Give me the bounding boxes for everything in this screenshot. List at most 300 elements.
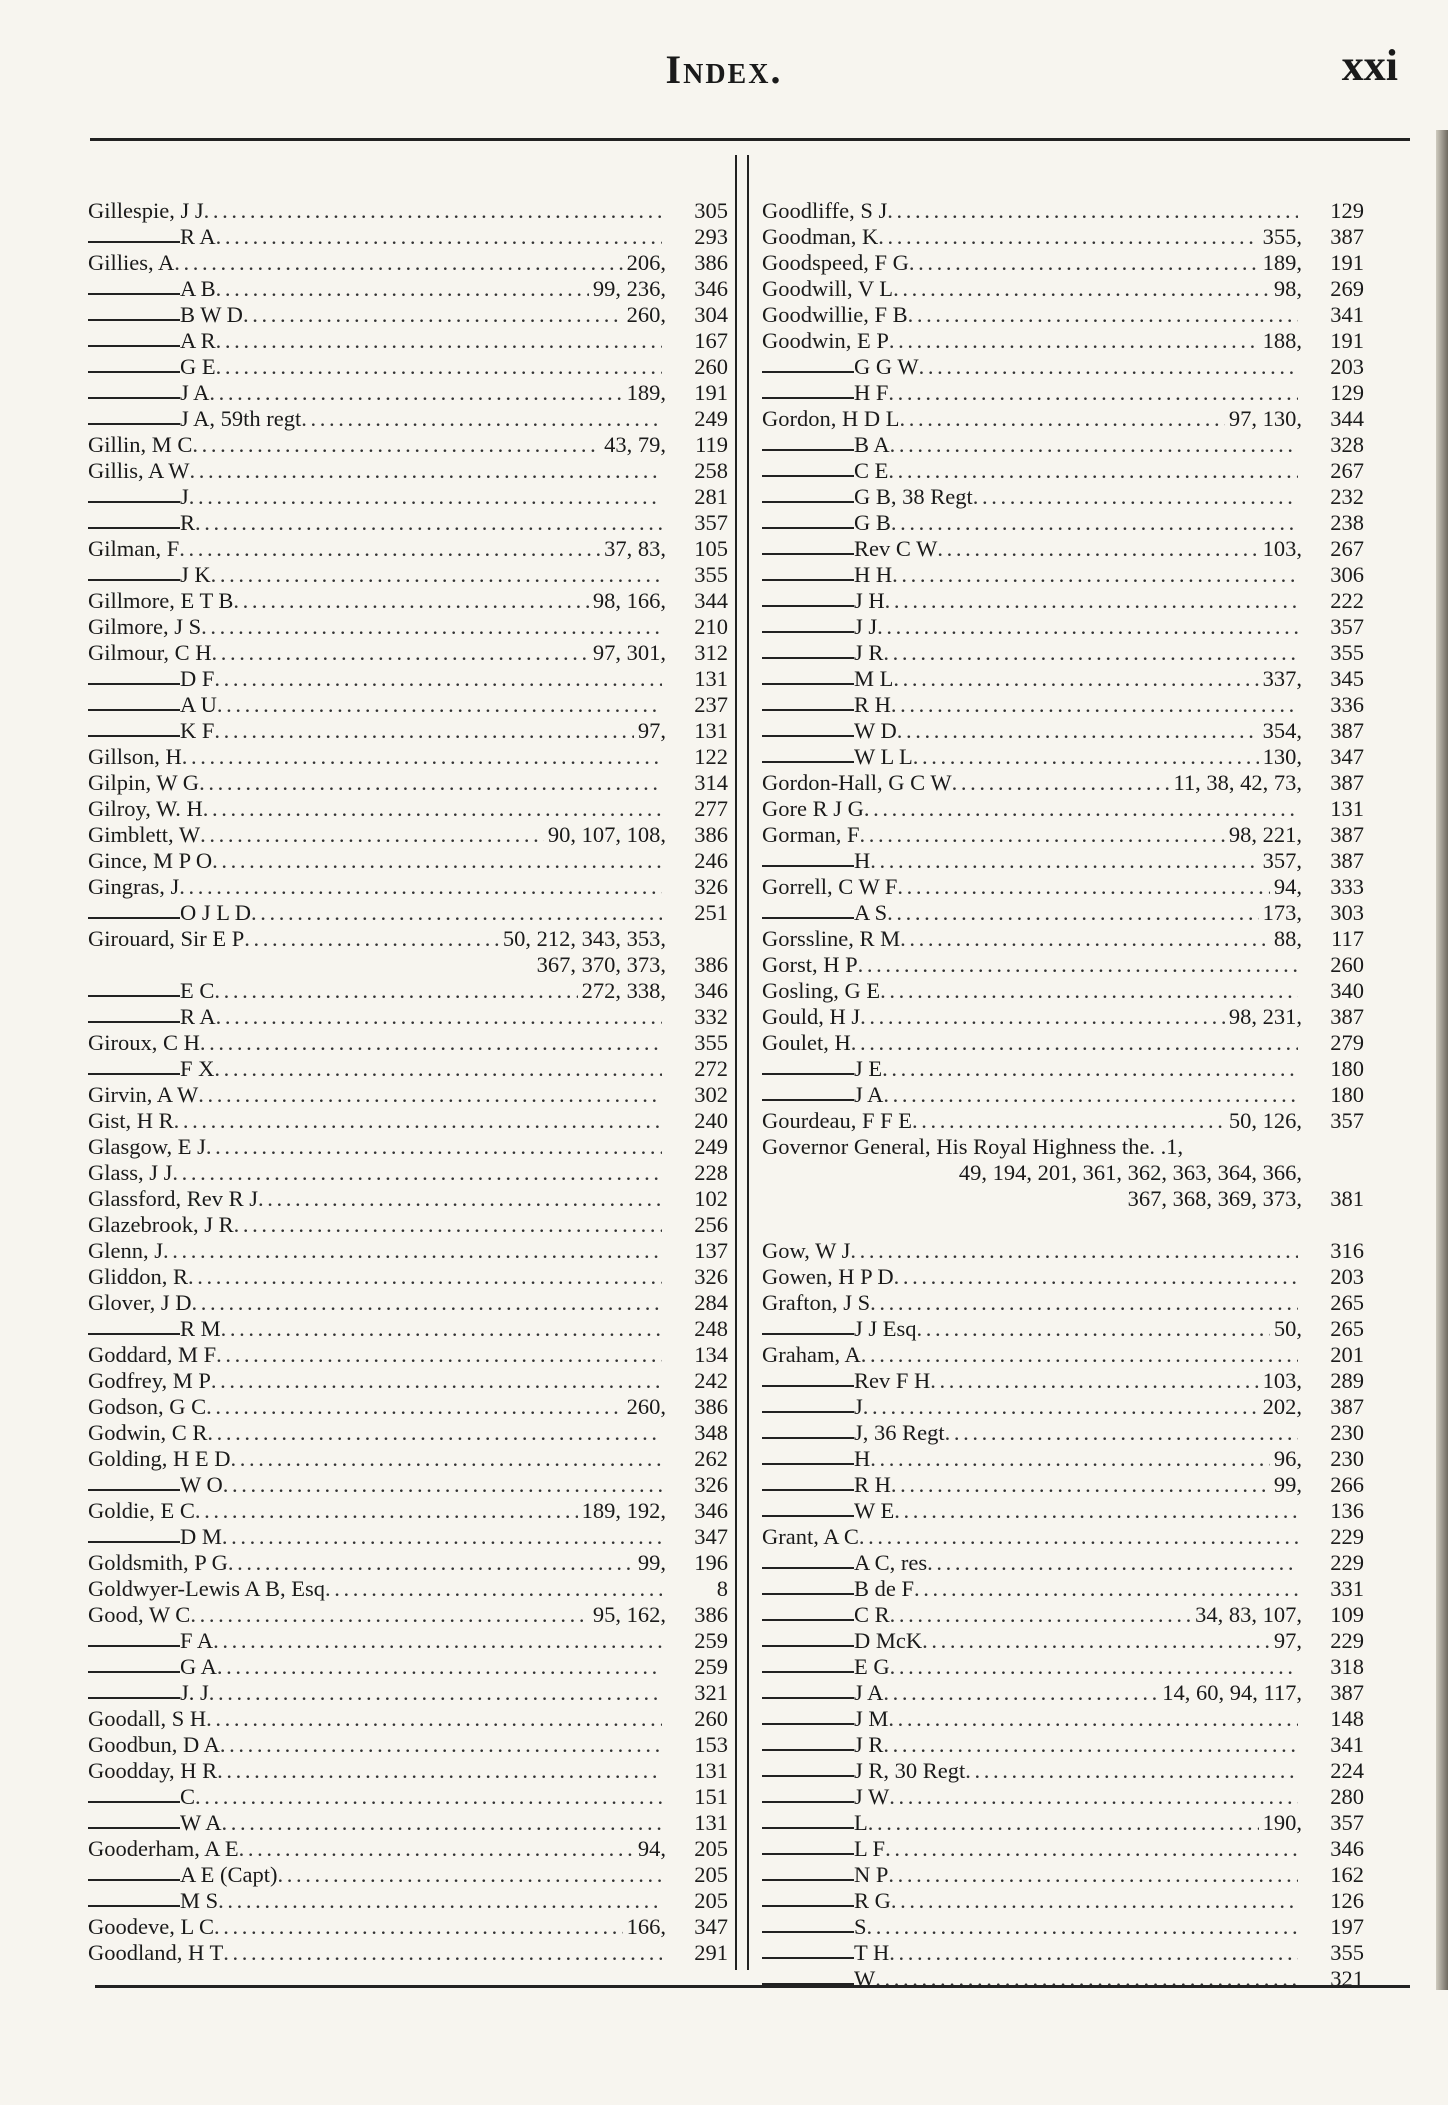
entry-name: Gow, W J xyxy=(762,1238,851,1263)
entry-name: Governor General, His Royal Highness the. .1, xyxy=(762,1134,1184,1159)
ditto-rule xyxy=(762,553,854,555)
entry-name: J xyxy=(180,484,189,509)
index-entry xyxy=(762,1394,1364,1420)
dot-leader xyxy=(889,1784,1298,1810)
page-number-ref: 387 xyxy=(1330,718,1364,743)
page-number-ref: 117 xyxy=(1331,926,1364,951)
dot-leader xyxy=(888,458,1298,484)
dot-leader xyxy=(888,380,1298,406)
page-number-ref: 205 xyxy=(694,1836,728,1861)
entry-name: Gore R J G xyxy=(762,796,864,821)
ditto-rule xyxy=(762,1489,854,1491)
page-number-ref: 357 xyxy=(1330,614,1364,639)
index-entry xyxy=(762,198,1364,224)
ditto-rule xyxy=(762,1801,854,1803)
index-entry xyxy=(88,1810,728,1836)
page-number-ref: 293 xyxy=(694,224,728,249)
page-number-ref: 272 xyxy=(694,1056,728,1081)
dot-leader xyxy=(222,1524,662,1550)
page-number-ref: 314 xyxy=(694,770,728,795)
entry-name: Golding, H E D xyxy=(88,1446,231,1471)
page-number-ref: 355 xyxy=(1330,640,1364,665)
page-number-ref: 246 xyxy=(694,848,728,873)
ditto-rule xyxy=(762,1827,854,1829)
entry-name: E G xyxy=(854,1654,890,1679)
page-number-ref: 249 xyxy=(694,1134,728,1159)
dot-leader xyxy=(890,1602,1191,1628)
index-entry xyxy=(762,406,1364,432)
index-entry xyxy=(88,640,728,666)
entry-name: D F xyxy=(180,666,215,691)
ditto-rule xyxy=(762,527,854,529)
ditto-rule xyxy=(88,683,180,685)
index-entry xyxy=(88,692,728,718)
page-number-ref: 180 xyxy=(1330,1082,1364,1107)
page-number-ref: 304 xyxy=(694,302,728,327)
dot-leader xyxy=(858,952,1298,978)
page-number-ref: 222 xyxy=(1330,588,1364,613)
dot-leader xyxy=(909,250,1259,276)
page-number-ref: 302 xyxy=(694,1082,728,1107)
page-number-ref: 266 xyxy=(1330,1472,1364,1497)
index-entry xyxy=(762,1836,1364,1862)
index-entry xyxy=(762,562,1364,588)
entry-name: Glasgow, E J xyxy=(88,1134,206,1159)
dot-leader xyxy=(223,1472,662,1498)
entry-name: Goodland, H T xyxy=(88,1940,224,1965)
dot-leader xyxy=(859,1524,1298,1550)
index-entry xyxy=(762,1342,1364,1368)
page-number-ref: 265 xyxy=(1330,1290,1364,1315)
page-references: 173, xyxy=(1262,900,1302,925)
entry-name: J A xyxy=(854,1680,884,1705)
entry-name: G E xyxy=(180,354,216,379)
entry-name: W O xyxy=(180,1472,223,1497)
dot-leader xyxy=(195,510,662,536)
ditto-rule xyxy=(762,371,854,373)
page-number-ref: 126 xyxy=(1330,1888,1364,1913)
page-number-ref: 386 xyxy=(694,250,728,275)
page-number-ref: 355 xyxy=(694,562,728,587)
page-number-ref: 210 xyxy=(694,614,728,639)
index-entry xyxy=(88,952,728,978)
dot-leader xyxy=(188,1264,662,1290)
index-entry xyxy=(762,900,1364,926)
index-entry xyxy=(762,1472,1364,1498)
entry-name: Goodday, H R xyxy=(88,1758,218,1783)
page-references: 355, xyxy=(1262,224,1302,249)
page-number-ref: 291 xyxy=(694,1940,728,1965)
dot-leader xyxy=(889,328,1259,354)
dot-leader xyxy=(891,1888,1298,1914)
ditto-rule xyxy=(762,475,854,477)
left-index-column xyxy=(88,198,728,1966)
dot-leader xyxy=(217,692,662,718)
page-references: 14, 60, 94, 117, xyxy=(1162,1680,1302,1705)
index-entry xyxy=(762,224,1364,250)
entry-name: H F xyxy=(854,380,889,405)
page-number-ref: 230 xyxy=(1330,1446,1364,1471)
entry-name: A R xyxy=(180,328,216,353)
ditto-rule xyxy=(88,1801,180,1803)
entry-name: Gilroy, W. H xyxy=(88,796,203,821)
page-number-ref: 109 xyxy=(1330,1602,1364,1627)
entry-name: R G xyxy=(854,1888,891,1913)
dot-leader xyxy=(891,510,1298,536)
index-entry xyxy=(762,1264,1364,1290)
index-entry xyxy=(762,1446,1364,1472)
entry-name: Goodman, K xyxy=(762,224,879,249)
entry-name: J J Esq xyxy=(854,1316,917,1341)
page-number-ref: 205 xyxy=(694,1862,728,1887)
index-entry xyxy=(88,770,728,796)
dot-leader xyxy=(231,1446,663,1472)
index-entry xyxy=(88,1368,728,1394)
index-entry xyxy=(88,1576,728,1602)
entry-name: Glass, J J xyxy=(88,1160,173,1185)
dot-leader xyxy=(913,744,1259,770)
page-number-ref: 148 xyxy=(1330,1706,1364,1731)
index-entry xyxy=(88,1654,728,1680)
dot-leader xyxy=(863,1394,1259,1420)
index-entry xyxy=(88,1316,728,1342)
page-number-ref: 102 xyxy=(694,1186,728,1211)
index-entry xyxy=(762,536,1364,562)
page-number-ref: 267 xyxy=(1330,458,1364,483)
entry-name: A S xyxy=(854,900,888,925)
page-number-ref: 305 xyxy=(694,198,728,223)
ditto-rule xyxy=(88,1905,180,1907)
dot-leader xyxy=(214,1914,623,1940)
ditto-rule xyxy=(88,1021,180,1023)
ditto-rule xyxy=(762,1879,854,1881)
dot-leader xyxy=(179,874,662,900)
dot-leader xyxy=(325,1576,662,1602)
page-number-ref: 326 xyxy=(694,1472,728,1497)
dot-leader xyxy=(930,1368,1258,1394)
index-entry xyxy=(762,1914,1364,1940)
page-number-ref: 344 xyxy=(1330,406,1364,431)
entry-name: Gorman, F xyxy=(762,822,860,847)
dot-leader xyxy=(912,1108,1225,1134)
ditto-rule xyxy=(88,1489,180,1491)
page-number-ref: 387 xyxy=(1330,224,1364,249)
ditto-rule xyxy=(762,397,854,399)
index-entry xyxy=(762,276,1364,302)
ditto-rule xyxy=(762,1619,854,1621)
page-references: 357, xyxy=(1262,848,1302,873)
page-number-ref: 346 xyxy=(694,978,728,1003)
page-references: 189, 192, xyxy=(581,1498,666,1523)
page-number-ref: 318 xyxy=(1330,1654,1364,1679)
index-entry xyxy=(762,1316,1364,1342)
index-entry xyxy=(762,874,1364,900)
page-number-ref: 229 xyxy=(1330,1550,1364,1575)
entry-name: J R xyxy=(854,640,884,665)
page-number-ref: 196 xyxy=(694,1550,728,1575)
column-divider xyxy=(735,155,749,1970)
page-number-ref: 122 xyxy=(694,744,728,769)
entry-name: F A xyxy=(180,1628,214,1653)
index-entry xyxy=(88,796,728,822)
page-number-ref: 387 xyxy=(1330,770,1364,795)
page-number-ref: 131 xyxy=(694,1758,728,1783)
page-number-ref: 355 xyxy=(694,1030,728,1055)
dot-leader xyxy=(207,1420,662,1446)
dot-leader xyxy=(244,926,499,952)
entry-name: J A xyxy=(854,1082,884,1107)
entry-name: Gilpin, W G xyxy=(88,770,200,795)
dot-leader xyxy=(203,796,662,822)
dot-leader xyxy=(217,1758,662,1784)
entry-name: Giroux, C H xyxy=(88,1030,200,1055)
index-entry xyxy=(88,1628,728,1654)
dot-leader xyxy=(220,1732,662,1758)
entry-name: J E xyxy=(854,1056,883,1081)
page-number-ref: 180 xyxy=(1330,1056,1364,1081)
index-entry xyxy=(88,1030,728,1056)
page-number-ref: 242 xyxy=(694,1368,728,1393)
dot-leader xyxy=(877,614,1298,640)
page-references: 260, xyxy=(626,1394,666,1419)
page-number-ref: 312 xyxy=(694,640,728,665)
index-entry xyxy=(88,1888,728,1914)
index-entry xyxy=(762,1550,1364,1576)
index-entry xyxy=(762,1680,1364,1706)
entry-name: W L L xyxy=(854,744,913,769)
dot-leader xyxy=(888,1706,1298,1732)
page-number-ref: 333 xyxy=(1330,874,1364,899)
page-number-ref: 105 xyxy=(694,536,728,561)
ditto-rule xyxy=(762,1957,854,1959)
index-entry xyxy=(88,328,728,354)
dot-leader xyxy=(206,1134,662,1160)
right-index-column xyxy=(762,198,1364,1992)
entry-name: Glenn, J xyxy=(88,1238,163,1263)
page-references: 94, xyxy=(1273,874,1302,899)
page-number-ref: 347 xyxy=(694,1524,728,1549)
entry-name: B de F xyxy=(854,1576,915,1601)
entry-name: W A xyxy=(180,1810,222,1835)
entry-name: H xyxy=(854,848,871,873)
index-entry xyxy=(762,744,1364,770)
dot-leader xyxy=(209,1680,662,1706)
dot-leader xyxy=(878,224,1258,250)
index-entry xyxy=(762,1134,1364,1160)
page-references: 43, 79, xyxy=(604,432,666,457)
entry-name: B A xyxy=(854,432,890,457)
index-entry xyxy=(88,432,728,458)
page-references: 11, 38, 42, 73, xyxy=(1173,770,1302,795)
page-number-ref: 131 xyxy=(694,666,728,691)
index-entry xyxy=(762,848,1364,874)
ditto-rule xyxy=(762,1749,854,1751)
entry-name: J W xyxy=(854,1784,890,1809)
index-entry xyxy=(762,1524,1364,1550)
index-entry xyxy=(762,952,1364,978)
dot-leader xyxy=(917,1316,1270,1342)
dot-leader xyxy=(882,1056,1298,1082)
index-entry xyxy=(88,900,728,926)
dot-leader xyxy=(867,1914,1298,1940)
page-number-ref: 357 xyxy=(694,510,728,535)
page-number-ref: 197 xyxy=(1330,1914,1364,1939)
page-number-ref: 153 xyxy=(694,1732,728,1757)
page-number-ref: 279 xyxy=(1330,1030,1364,1055)
index-entry xyxy=(88,198,728,224)
index-entry xyxy=(88,744,728,770)
dot-leader xyxy=(195,1784,662,1810)
dot-leader xyxy=(908,302,1298,328)
page-number-ref: 336 xyxy=(1330,692,1364,717)
page-references: 49, 194, 201, 361, 362, 363, 364, 366, xyxy=(958,1160,1302,1185)
dot-leader xyxy=(182,744,662,770)
dot-leader xyxy=(191,1290,662,1316)
ditto-rule xyxy=(762,917,854,919)
ditto-rule xyxy=(88,1073,180,1075)
page-number-ref: 387 xyxy=(1330,1680,1364,1705)
ditto-rule xyxy=(762,1775,854,1777)
page-number-ref: 249 xyxy=(694,406,728,431)
page-references: 94, xyxy=(637,1836,666,1861)
index-entry xyxy=(762,328,1364,354)
dot-leader xyxy=(952,770,1170,796)
dot-leader xyxy=(216,1342,662,1368)
dot-leader xyxy=(216,354,662,380)
page-references: 98, 166, xyxy=(592,588,666,613)
page-references: 99, xyxy=(637,1550,666,1575)
entry-name: W E xyxy=(854,1498,895,1523)
dot-leader xyxy=(919,354,1298,380)
bottom-rule xyxy=(95,1985,1410,1988)
entry-name: Gingras, J xyxy=(88,874,180,899)
index-entry xyxy=(762,1290,1364,1316)
entry-name: Gillmore, E T B xyxy=(88,588,234,613)
index-entry xyxy=(762,1758,1364,1784)
index-entry xyxy=(762,1108,1364,1134)
page-number-ref: 303 xyxy=(1330,900,1364,925)
entry-name: C E xyxy=(854,458,889,483)
index-entry xyxy=(762,1160,1364,1186)
dot-leader xyxy=(890,432,1298,458)
index-entry xyxy=(88,354,728,380)
ditto-rule xyxy=(88,709,180,711)
entry-name: Grant, A C xyxy=(762,1524,859,1549)
dot-leader xyxy=(887,900,1258,926)
index-entry xyxy=(762,1654,1364,1680)
index-entry xyxy=(762,822,1364,848)
page-number-ref: 134 xyxy=(694,1342,728,1367)
entry-name: H xyxy=(854,1446,871,1471)
index-entry xyxy=(88,874,728,900)
dot-leader xyxy=(216,1004,662,1030)
page-references: 189, xyxy=(626,380,666,405)
entry-name: J xyxy=(854,1394,863,1419)
page-references: 103, xyxy=(1262,1368,1302,1393)
entry-name: Gimblett, W xyxy=(88,822,201,847)
ditto-rule xyxy=(88,579,180,581)
page-references: 130, xyxy=(1262,744,1302,769)
index-entry xyxy=(88,276,728,302)
page-number-ref: 348 xyxy=(694,1420,728,1445)
page-number-ref: 386 xyxy=(694,1394,728,1419)
dot-leader xyxy=(945,1420,1298,1446)
index-entry xyxy=(88,1108,728,1134)
index-entry xyxy=(88,1706,728,1732)
dot-leader xyxy=(204,198,662,224)
entry-name: C xyxy=(180,1784,196,1809)
entry-name: W D xyxy=(854,718,897,743)
dot-leader xyxy=(221,1810,662,1836)
dot-leader xyxy=(179,536,600,562)
index-entry xyxy=(762,250,1364,276)
entry-name: Gowen, H P D xyxy=(762,1264,894,1289)
ditto-rule xyxy=(762,1645,854,1647)
page-references: 50, 126, xyxy=(1228,1108,1302,1133)
index-entry xyxy=(762,1420,1364,1446)
dot-leader xyxy=(174,250,622,276)
entry-name: A E (Capt) xyxy=(180,1862,278,1887)
index-entry xyxy=(88,1264,728,1290)
dot-leader xyxy=(216,224,662,250)
ditto-rule xyxy=(762,579,854,581)
dot-leader xyxy=(211,1368,662,1394)
entry-name: S xyxy=(854,1914,867,1939)
entry-name: H H xyxy=(854,562,893,587)
index-entry xyxy=(762,354,1364,380)
dot-leader xyxy=(218,1888,662,1914)
entry-name: C R xyxy=(854,1602,890,1627)
entry-name: Rev F H xyxy=(854,1368,931,1393)
index-entry xyxy=(762,978,1364,1004)
page-number-ref: 131 xyxy=(1330,796,1364,821)
entry-name: J A, 59th regt xyxy=(180,406,302,431)
entry-name: J J xyxy=(854,614,878,639)
index-entry xyxy=(762,614,1364,640)
ditto-rule xyxy=(762,501,854,503)
index-entry xyxy=(762,1732,1364,1758)
dot-leader xyxy=(223,1940,662,1966)
page-references: 98, xyxy=(1273,276,1302,301)
page-number-ref: 232 xyxy=(1330,484,1364,509)
ditto-rule xyxy=(762,449,854,451)
index-entry xyxy=(762,432,1364,458)
page-references: 97, xyxy=(1273,1628,1302,1653)
page-title: Index. xyxy=(665,47,783,92)
page-number-ref: 386 xyxy=(694,952,728,977)
entry-name: Gillies, A xyxy=(88,250,175,275)
entry-name: R A xyxy=(180,224,216,249)
entry-name: Gourdeau, F F E xyxy=(762,1108,912,1133)
dot-leader xyxy=(883,1732,1298,1758)
ditto-rule xyxy=(762,1853,854,1855)
dot-leader xyxy=(277,1862,662,1888)
dot-leader xyxy=(212,848,662,874)
page-references: 34, 83, 107, xyxy=(1195,1602,1302,1627)
dot-leader xyxy=(880,978,1298,1004)
page-number-ref: 191 xyxy=(1330,328,1364,353)
dot-leader xyxy=(301,406,662,432)
page-references: 367, 368, 369, 373, xyxy=(1127,1186,1302,1211)
entry-name: Goldwyer-Lewis A B, Esq xyxy=(88,1576,326,1601)
entry-name: Girouard, Sir E P xyxy=(88,926,245,951)
ditto-rule xyxy=(88,501,180,503)
index-entry xyxy=(88,848,728,874)
ditto-rule xyxy=(762,1905,854,1907)
entry-name: Goldsmith, P G xyxy=(88,1550,228,1575)
page-number-ref: 346 xyxy=(1330,1836,1364,1861)
book-spine-edge xyxy=(1436,130,1448,1990)
